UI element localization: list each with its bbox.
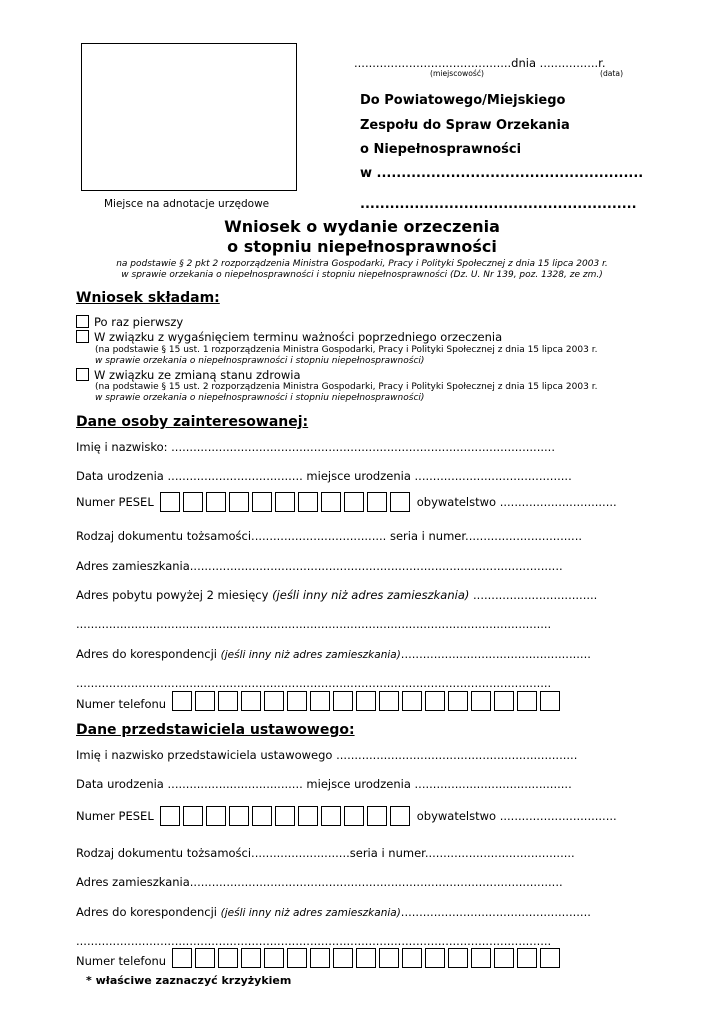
phone-label: Numer telefonu: [76, 954, 167, 968]
option-health-note-1: (na podstawie § 15 ust. 2 rozporządzenia Ministra Gospodarki, Pracy i Polityki Społecznej z dnia 15 lipca 2003 r.: [95, 382, 598, 392]
person-stay-address-field[interactable]: Adres pobytu powyżej 2 miesięcy (jeśli inny niż adres zamieszkania) ..................................: [76, 588, 598, 602]
checkbox[interactable]: [76, 315, 89, 328]
pesel-label: Numer PESEL: [76, 809, 154, 823]
phone-label: Numer telefonu: [76, 697, 167, 711]
phone-input[interactable]: [172, 691, 563, 711]
addressee-line-2: Zespołu do Spraw Orzekania: [360, 118, 570, 133]
person-name-field[interactable]: Imię i nazwisko: .........................................................................................................: [76, 440, 555, 454]
checkbox[interactable]: [76, 330, 89, 343]
addressee-line-1: Do Powiatowego/Miejskiego: [360, 93, 566, 108]
option-expired-note-2: w sprawie orzekania o niepełnosprawności i stopniu niepełnosprawności): [95, 356, 425, 366]
rep-name-field[interactable]: Imię i nazwisko przedstawiciela ustawowego ..................................................................: [76, 748, 578, 762]
person-id-doc-field[interactable]: Rodzaj dokumentu tożsamości..................................... seria i numer................................: [76, 529, 583, 543]
rep-correspondence-field[interactable]: Adres do korespondencji (jeśli inny niż adres zamieszkania)....................................................: [76, 905, 591, 919]
option-first-time[interactable]: [76, 315, 183, 329]
legal-basis-1: na podstawie § 2 pkt 2 rozporządzenia Ministra Gospodarki, Pracy i Polityki Społecznej z dnia 15 lipca 2003 r.: [116, 259, 608, 269]
date-caption: (data): [600, 69, 624, 78]
title-line-2: o stopniu niepełnosprawności: [227, 237, 497, 256]
title-line-1: Wniosek o wydanie orzeczenia: [224, 217, 500, 236]
addressee-line-5[interactable]: ........................................................: [360, 197, 637, 212]
person-birth-field[interactable]: Data urodzenia ..................................... miejsce urodzenia ...........................................: [76, 469, 572, 483]
rep-phone-row: [76, 948, 563, 968]
option-expired[interactable]: [76, 330, 502, 344]
option-health-change[interactable]: [76, 368, 301, 382]
footnote: * właściwe zaznaczyć krzyżykiem: [86, 974, 292, 987]
person-pesel-row: [76, 492, 617, 512]
place-date-line[interactable]: ...........................................dnia ................r.: [354, 56, 606, 70]
rep-address-field[interactable]: Adres zamieszkania......................................................................................................: [76, 875, 563, 889]
rep-birth-field[interactable]: Data urodzenia ..................................... miejsce urodzenia ...........................................: [76, 777, 572, 791]
pesel-input[interactable]: [160, 806, 413, 826]
person-stay-address-cont[interactable]: ..................................................................................................................................: [76, 617, 552, 631]
option-expired-note-1: (na podstawie § 15 ust. 1 rozporządzenia Ministra Gospodarki, Pracy i Polityki Społecznej z dnia 15 lipca 2003 r.: [95, 345, 598, 355]
rep-pesel-row: [76, 806, 617, 826]
person-correspondence-field[interactable]: Adres do korespondencji (jeśli inny niż adres zamieszkania)....................................................: [76, 647, 591, 661]
addressee-line-4[interactable]: w ......................................................: [360, 166, 644, 181]
rep-id-doc-field[interactable]: Rodzaj dokumentu tożsamości...........................seria i numer.........................................: [76, 846, 575, 860]
option-label: Po raz pierwszy: [94, 315, 184, 329]
phone-input[interactable]: [172, 948, 563, 968]
rep-correspondence-cont[interactable]: ..................................................................................................................................: [76, 934, 552, 948]
person-address-field[interactable]: Adres zamieszkania......................................................................................................: [76, 559, 563, 573]
pesel-input[interactable]: [160, 492, 413, 512]
option-label: W związku ze zmianą stanu zdrowia: [94, 368, 301, 382]
person-phone-row: [76, 691, 563, 711]
addressee-line-3: o Niepełnosprawności: [360, 142, 522, 157]
citizenship-field[interactable]: obywatelstwo ................................: [416, 809, 617, 823]
stamp-caption: Miejsce na adnotacje urzędowe: [104, 198, 270, 210]
pesel-label: Numer PESEL: [76, 495, 154, 509]
legal-basis-2: w sprawie orzekania o niepełnosprawności i stopniu niepełnosprawności (Dz. U. Nr 139, poz. 1328, ze zm.): [121, 270, 603, 280]
citizenship-field[interactable]: obywatelstwo ................................: [416, 495, 617, 509]
option-health-note-2: w sprawie orzekania o niepełnosprawności i stopniu niepełnosprawności): [95, 393, 425, 403]
checkbox[interactable]: [76, 368, 89, 381]
request-heading: Wniosek składam:: [76, 290, 220, 306]
person-correspondence-cont[interactable]: ..................................................................................................................................: [76, 676, 552, 690]
option-label: W związku z wygaśnięciem terminu ważności poprzedniego orzeczenia: [94, 330, 503, 344]
official-annotation-box: [81, 43, 297, 191]
person-heading: Dane osoby zainteresowanej:: [76, 414, 309, 430]
representative-heading: Dane przedstawiciela ustawowego:: [76, 722, 355, 738]
place-caption: (miejscowość): [430, 69, 484, 78]
